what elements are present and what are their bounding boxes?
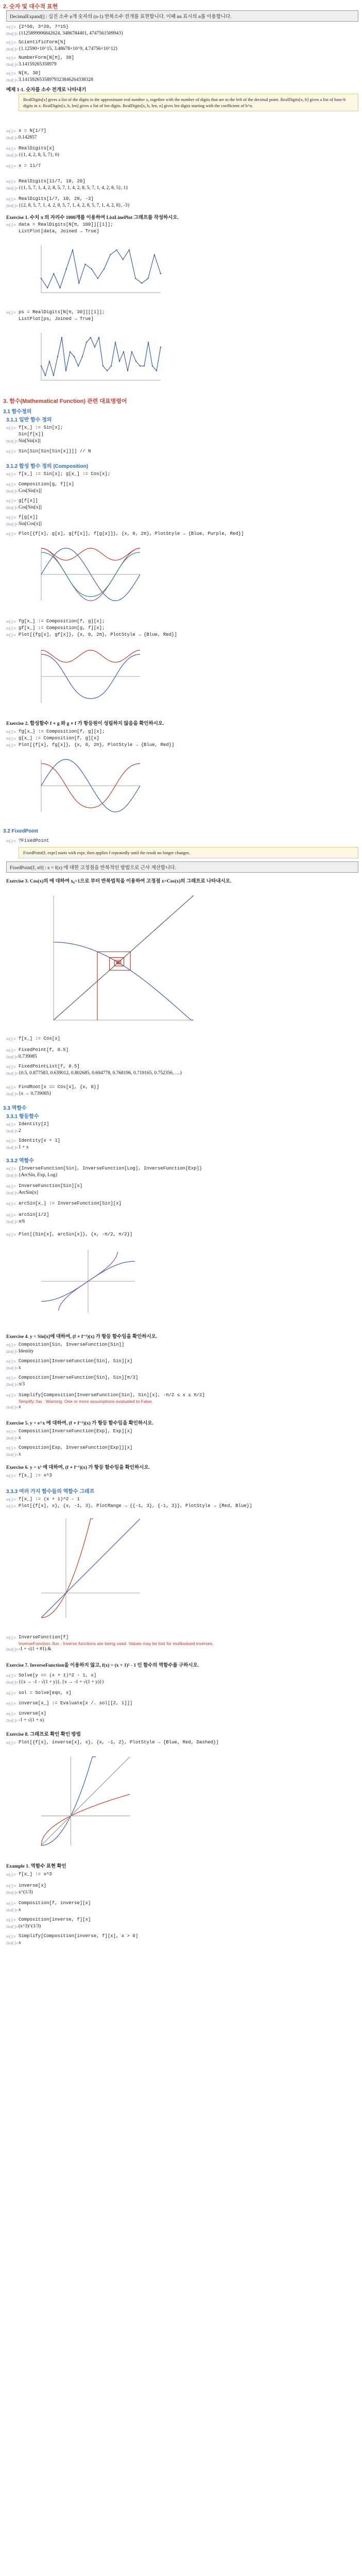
input-cell[interactable]: In[ ]:= Composition[InverseFunction[Exp], Exp][x]: [6, 1429, 133, 1434]
input-cell[interactable]: In[ ]:= Plot[{f[x], x}, {x, -1, 3}, PlotRange → {{-1, 3}, {-1, 3}}, PlotStyle → {Red, Blue}]: [6, 1503, 252, 1509]
exercise-heading: Exercise 7. InverseFunction을 이용하지 않고, f(x) = (x + 1)² - 1 인 함수의 역함수를 구하시오.: [6, 1663, 199, 1668]
input-cell[interactable]: In[ ]:= Sin[Sin[Sin[Sin[x]]]] // N: [6, 449, 91, 454]
output-cell: Out[ ]= {1.12590×10^15, 3.48678×10^9, 4.74756×10^12}: [6, 46, 118, 52]
input-cell[interactable]: In[ ]:= InverseFunction[f]: [6, 1635, 69, 1640]
output-cell: Out[ ]= 3.14159265358979323846264338328: [6, 77, 93, 82]
output-cell: Out[ ]= 0.142857: [6, 135, 37, 140]
input-cell[interactable]: In[ ]:= InverseFunction[Sin][x]: [6, 1183, 83, 1189]
input-cell[interactable]: In[ ]:= Composition[InverseFunction[Sin], Sin][x]: [6, 1359, 133, 1364]
exercise-heading: Exercise 4. y = Sin[x]에 대하여, (f ∘ f⁻¹)(x) 가 항등 함수임을 확인하시오.: [6, 1334, 158, 1340]
output-cell: Out[ ]= -1 + √(1 + x): [6, 1718, 44, 1723]
input-cell[interactable]: In[ ]:= RealDigits[1/7, 10, 20, -3]: [6, 196, 94, 201]
input-cell[interactable]: In[ ]:= ScientificForm[%]: [6, 40, 66, 45]
info-box: DecimalExpand[] : 십진 소수 n개 숫자의 (n-1) 반복소수 전개를 표현합니다. 이때 nn 표시의 n를 이용합니다.: [6, 10, 358, 22]
input-cell[interactable]: Sin[f[x]]: [19, 432, 44, 437]
warning-message: InverseFunction::ifun : Inverse functions are being used. Values may be lost for multivalued inverses.: [19, 1641, 214, 1646]
output-cell: Out[ ]= {x → 0.739085}: [6, 1091, 51, 1096]
input-cell[interactable]: In[ ]:= inverse[x]: [6, 1883, 47, 1888]
output-cell: Out[ ]= x: [6, 1404, 21, 1410]
input-cell[interactable]: In[ ]:= data = RealDigits[N[π, 100]][[1]];: [6, 222, 113, 227]
output-cell: Out[ ]= π/6: [6, 1219, 25, 1224]
exercise-heading: Exercise 6. y = x³ 에 대하여, (f ∘ f⁻¹)(x) 가 항등 함수임을 확인하시오.: [6, 1465, 150, 1470]
output-cell: Out[ ]= x: [6, 1435, 21, 1440]
input-cell[interactable]: ListPlot[data, Joined → True]: [19, 229, 99, 234]
warning-message: Simplify::fas : Warning: One or more assumptions evaluated to False.: [19, 1399, 153, 1404]
exercise-heading: Exercise 8. 그래프로 확인 확인 방법: [6, 1732, 81, 1737]
input-cell[interactable]: In[ ]:= x = 11/7: [6, 163, 41, 168]
exercise-heading: Exercise 2. 합성함수 f ∘ g 와 g ∘ f 가 항등원이 성립하지 않음을 확인하시오.: [6, 721, 164, 726]
input-cell[interactable]: In[ ]:= FindRoot[x == Cos[x], {x, 0}]: [6, 1084, 99, 1090]
input-cell[interactable]: In[ ]:= Composition[inverse, f][x]: [6, 1917, 91, 1922]
output-cell: Out[ ]= Sin[Sin[x]]: [6, 438, 41, 444]
usage-box: FixedPoint[f, expr] starts with expr, then applies f repeatedly until the result no longer changes.: [19, 847, 358, 858]
subsection-title: 3.1 함수정의: [3, 409, 32, 415]
input-cell[interactable]: In[ ]:= Identity[2]: [6, 1122, 49, 1127]
usage-box: RealDigits[x] gives a list of the digits in the approximate real number x, together with the number of digits that are to the left of the decimal point. RealDigits[x, b] gives a list of base-b digits in x. RealDigits[x, b, len] gives a list of len digits. RealDigits[x, b, len, n] gives len digits starting with the coefficient of b^n.: [19, 94, 358, 111]
inverse-function-plot: [34, 1512, 362, 1625]
subsubsection-title: 3.3.1 항등함수: [6, 1114, 39, 1120]
input-cell[interactable]: In[ ]:= Composition[f, inverse][x]: [6, 1901, 91, 1906]
exercise-heading: Exercise 3. Cos(x)의 에 대하여 x₀=1으로 부터 반복법칙을 이용하여 고정점 x=Cos(x)의 그래프로 나타내시오.: [6, 879, 232, 884]
output-cell: Out[ ]= π/3: [6, 1382, 25, 1387]
output-cell: Out[ ]= x: [6, 1452, 21, 1457]
output-cell: Out[ ]= {ArcSin, Exp, Log}: [6, 1173, 58, 1178]
input-cell[interactable]: In[ ]:= f[x_] := Sin[x]; g[x_] := Cos[x];: [6, 471, 111, 477]
output-cell: Out[ ]= 2: [6, 1128, 21, 1133]
input-cell[interactable]: In[ ]:= f[x_] := Sin[x];: [6, 425, 63, 430]
subsection-title: 3.3 역함수: [3, 1106, 27, 1111]
plot-background: [34, 238, 168, 300]
input-cell[interactable]: In[ ]:= f[x_] := x^3: [6, 1872, 52, 1877]
output-cell: Out[ ]= x: [6, 1365, 21, 1370]
section-title: 3. 함수(Mathematical Function) 관련 대표명령어: [3, 398, 127, 404]
exercise-heading: Exercise 5. y = e^x 에 대하여, (f ∘ f⁻¹)(x) 가 항등 함수임을 확인하시오.: [6, 1421, 153, 1426]
input-cell[interactable]: In[ ]:= {2^50, 3^20, 7^15}: [6, 24, 69, 29]
output-cell: Out[ ]= x: [6, 1907, 21, 1912]
input-cell[interactable]: In[ ]:= ps = RealDigits[N[π, 30]][[1]];: [6, 310, 105, 315]
fg-gf-plot: [34, 643, 362, 710]
output-cell: Out[ ]= {{1, 5, 7, 1, 4, 2, 8, 5, 7, 1, 4, 2, 8, 5, 7, 1, 4, 2, 8, 5}, 1}: [6, 185, 128, 191]
output-cell: Out[ ]= Identity: [6, 1349, 34, 1354]
info-box: FixedPoint[f, x0] : x = f(x) 에 대한 고정점을 반복적인 방법으로 근사 계산합니다.: [6, 861, 358, 873]
input-cell[interactable]: In[ ]:= ?FixedPoint: [6, 838, 49, 843]
input-cell[interactable]: In[ ]:= Plot[{f[x], g[x], g[f[x]], f[g[x]]}, {x, 0, 2π}, PlotStyle → {Blue, Purple, Red}]: [6, 531, 244, 536]
input-cell[interactable]: In[ ]:= FixedPointList[f, 0.5]: [6, 1064, 80, 1069]
output-cell: Out[ ]= x^(1/3): [6, 1890, 33, 1895]
input-cell[interactable]: In[ ]:= g[x_] := Composition[f, g][x]: [6, 736, 99, 741]
input-cell[interactable]: In[ ]:= {InverseFunction[Sin], InverseFunction[Log], InverseFunction[Exp]}: [6, 1166, 202, 1171]
input-cell[interactable]: ListPlot[ps, Joined → True]: [19, 316, 94, 321]
input-cell[interactable]: In[ ]:= inverse[x]: [6, 1711, 47, 1716]
f-fg-plot: [34, 752, 362, 819]
output-cell: Out[ ]= -1 + √(1 + #1) &: [6, 1647, 51, 1652]
input-cell[interactable]: In[ ]:= Composition[g, f][x]: [6, 482, 75, 487]
output-cell: Out[ ]= 3.14159265358979: [6, 62, 57, 67]
output-cell: Out[ ]= 0.739085: [6, 1054, 37, 1059]
input-cell[interactable]: In[ ]:= f[x_] := Cos[x]: [6, 1036, 61, 1041]
input-cell[interactable]: In[ ]:= Identity[x + 1]: [6, 1138, 61, 1143]
input-cell[interactable]: In[ ]:= FixedPoint[f, 0.5]: [6, 1047, 69, 1053]
input-cell[interactable]: In[ ]:= fg[x_] := Composition[f, g][x];: [6, 619, 105, 624]
subsubsection-title: 3.3.3 여러 가지 함수들의 역함수 그래프: [6, 1489, 95, 1495]
input-cell[interactable]: In[ ]:= Solve[y == (x + 1)^2 - 1, x]: [6, 1673, 97, 1678]
example-heading: Example 1. 역함수 표현 확인: [6, 1864, 66, 1869]
input-cell[interactable]: In[ ]:= gf[x_] := Composition[g, f][x];: [6, 625, 105, 631]
output-cell: Out[ ]= {{2, 8, 5, 7, 1, 4, 2, 8, 5, 7, 1, 4, 2, 8, 5, 7, 1, 4, 2, 8}, -3}: [6, 203, 130, 208]
input-cell[interactable]: In[ ]:= sol = Solve[eqn, x]: [6, 1690, 72, 1696]
pi-digits-line-plot: [34, 326, 362, 387]
subsection-title: 3.2 FixedPoint: [3, 828, 38, 834]
output-cell: Out[ ]= Cos[Sin[x]]: [6, 505, 42, 510]
input-cell[interactable]: In[ ]:= RealDigits[x]: [6, 146, 55, 151]
input-cell[interactable]: In[ ]:= Plot[{Sin[x], arcSin[x]}, {x, -π/2, π/2}]: [6, 1232, 133, 1237]
section-title: 2. 숫자 및 대수적 표현: [3, 4, 58, 10]
output-cell: Out[ ]= (x^3)^(1/3): [6, 1924, 41, 1929]
input-cell[interactable]: In[ ]:= arcSin[1/2]: [6, 1212, 49, 1217]
input-cell[interactable]: In[ ]:= f[g[x]]: [6, 515, 38, 520]
input-cell[interactable]: In[ ]:= fg[x_] := Composition[f, g][x];: [6, 729, 105, 734]
sin-arcsin-plot: [34, 1243, 362, 1320]
input-cell[interactable]: In[ ]:= x = N[1/7]: [6, 128, 47, 133]
function-inverse-plot: [34, 1750, 362, 1853]
output-cell: Out[ ]= {{x → -1 - √(1 + y)}, {x → -1 + √(1 + y)}}: [6, 1680, 105, 1685]
output-cell: Out[ ]= Cos[Sin[x]]: [6, 488, 42, 494]
output-cell: Out[ ]= 1 + x: [6, 1145, 29, 1150]
input-cell[interactable]: In[ ]:= Plot[{fg[x], gf[x]}, {x, 0, 2π}, PlotStyle → {Blue, Red}]: [6, 632, 177, 637]
input-cell[interactable]: In[ ]:= Composition[Sin, InverseFunction[Sin]]: [6, 1342, 125, 1347]
digits-line-plot: [34, 238, 362, 300]
subsubsection-title: 3.1.2 합성 함수 정의 (Composition): [6, 464, 89, 469]
input-cell[interactable]: In[ ]:= Composition[InverseFunction[Sin], Sin][π/3]: [6, 1375, 139, 1380]
input-cell[interactable]: In[ ]:= f[x_] := (x + 1)^2 - 1: [6, 1497, 80, 1502]
subsubsection-title: 3.3.2 역함수: [6, 1158, 34, 1164]
output-cell: Out[ ]= Sin[Cos[x]]: [6, 521, 42, 527]
output-cell: Out[ ]= {1125899906842624, 3486784401, 4747561509943}: [6, 31, 124, 36]
input-cell[interactable]: In[ ]:= Composition[Exp, InverseFunction[Exp]][x]: [6, 1445, 133, 1450]
input-cell[interactable]: In[ ]:= NumberForm[N[π], 30]: [6, 55, 75, 60]
exercise-heading: Exercise 1. 수치 π 의 자리수 1000개를 이용하여 ListLinePlot 그래프를 작성하시오.: [6, 215, 179, 221]
input-cell[interactable]: In[ ]:= g[f[x]]: [6, 498, 38, 503]
output-cell: Out[ ]= {{1, 4, 2, 8, 5, 7}, 0}: [6, 152, 60, 158]
input-cell[interactable]: In[ ]:= Simplify[Composition[InverseFunction[Sin], Sin][x], -π/2 ≤ x ≤ π/2]: [6, 1393, 205, 1398]
input-cell[interactable]: In[ ]:= Simplify[Composition[inverse, f][x], x > 0]: [6, 1934, 139, 1939]
input-cell[interactable]: In[ ]:= N[π, 30]: [6, 71, 41, 76]
input-cell[interactable]: In[ ]:= Plot[{f[x], inverse[x], x}, {x, -1, 2}, PlotStyle → {Blue, Red, Dashed}]: [6, 1740, 219, 1745]
cobweb-plot: [46, 888, 362, 1027]
composition-plot: [34, 541, 362, 608]
output-cell: Out[ ]= ArcSin[x]: [6, 1190, 38, 1195]
output-cell: Out[ ]= x: [6, 1940, 21, 1945]
output-cell: Out[ ]= {0.5, 0.877583, 0.639012, 0.802685, 0.694778, 0.768196, 0.719165, 0.752356, …}: [6, 1071, 182, 1076]
input-cell[interactable]: In[ ]:= arcSin[x_] := InverseFunction[Sin][x]: [6, 1201, 122, 1206]
input-cell[interactable]: In[ ]:= inverse[x_] := Evaluate[x /. sol[[2, 1]]]: [6, 1701, 133, 1706]
input-cell[interactable]: In[ ]:= RealDigits[11/7, 10, 20]: [6, 179, 85, 184]
input-cell[interactable]: In[ ]:= Plot[{f[x], fg[x]}, {x, 0, 2π}, PlotStyle → {Blue, Red}]: [6, 742, 175, 748]
example-heading: 예제 1-1. 숫자를 소수 전개로 나타내기: [6, 88, 87, 93]
input-cell[interactable]: In[ ]:= f[x_] := x^3: [6, 1473, 52, 1478]
plot-background: [34, 326, 168, 387]
subsubsection-title: 3.1.1 일반 함수 정의: [6, 417, 52, 423]
